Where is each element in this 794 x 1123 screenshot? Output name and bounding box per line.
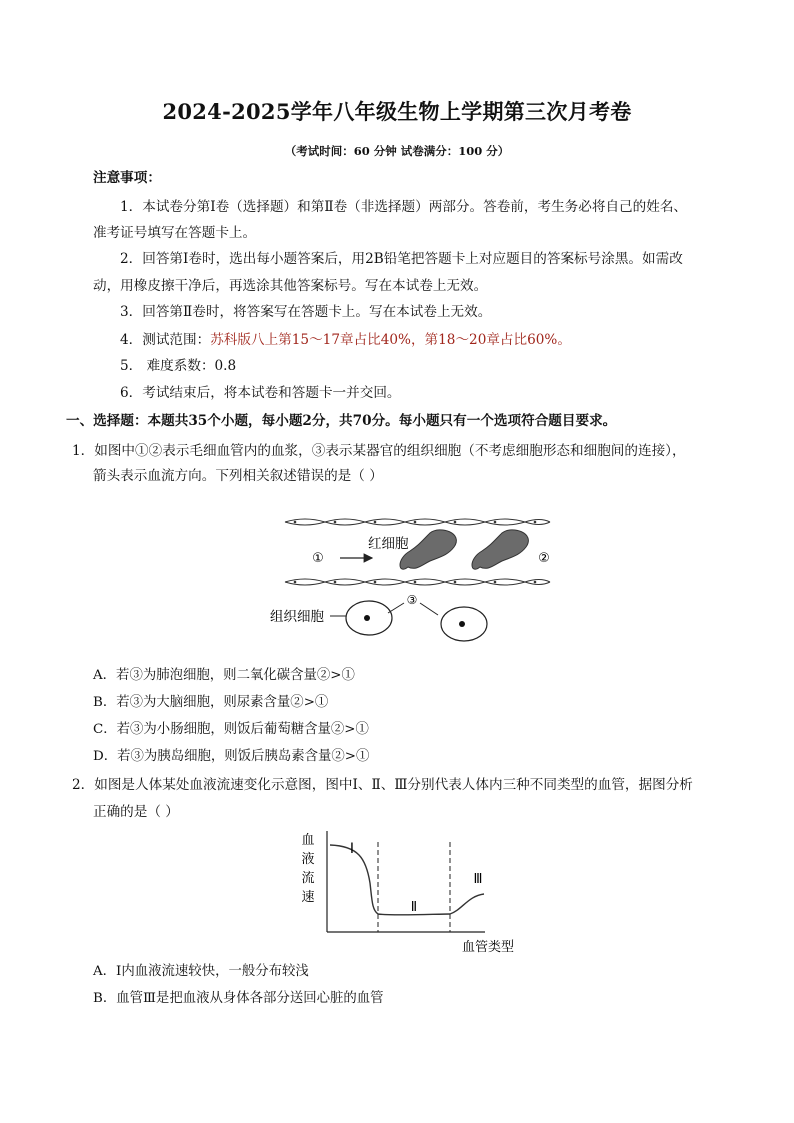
note-4	[120, 330, 571, 350]
q1-option-b: B．若③为大脑细胞，则尿素含量②>①	[93, 695, 329, 710]
label-3: ③	[406, 593, 418, 607]
ylabel-char-1: 血	[301, 833, 315, 848]
q1-option-d: D．若③为胰岛细胞，则饭后胰岛素含量②>①	[93, 749, 370, 764]
q2-stem-line-2: 正确的是（ ）	[93, 804, 179, 820]
note-2-line-1: 2．回答第Ⅰ卷时，选出每小题答案后，用2B铅笔把答题卡上对应题目的答案标号涂黑。如需改	[120, 251, 683, 267]
label-vessel-III: Ⅲ	[473, 872, 483, 887]
pointer-line-right	[420, 603, 438, 615]
section-1-heading: 一、选择题：本题共35个小题，每小题2分，共70分。每小题只有一个选项符合题目要求。	[66, 413, 617, 429]
capillary-diagram	[260, 505, 560, 650]
note-3: 3．回答第Ⅱ卷时，将答案写在答题卡上。写在本试卷上无效。	[120, 304, 492, 320]
q2-stem-line-1: 2．如图是人体某处血液流速变化示意图，图中Ⅰ、Ⅱ、Ⅲ分别代表人体内三种不同类型的血管，据图分析	[72, 777, 693, 793]
note-1-line-2: 准考证号填写在答题卡上。	[93, 225, 257, 241]
tissue-cell-2-nucleus	[459, 621, 465, 627]
note-4-range: 苏科版八上第15～17章占比40%，第18～20章占比60%。	[210, 332, 571, 348]
rbc-label: 红细胞	[368, 536, 409, 552]
exam-title: 2024-2025学年八年级生物上学期第三次月考卷	[162, 99, 632, 124]
tissue-cell-label: 组织细胞	[270, 609, 324, 625]
label-vessel-I: Ⅰ	[349, 841, 355, 857]
red-blood-cell-2	[472, 530, 528, 569]
exam-subtitle: （考试时间：60 分钟 试卷满分：100 分）	[284, 144, 510, 158]
q1-stem-line-1: 1．如图中①②表示毛细血管内的血浆，③表示某器官的组织细胞（不考虑细胞形态和细胞间的连接），	[72, 443, 686, 459]
label-vessel-II: Ⅱ	[410, 900, 418, 915]
tissue-cell-1-nucleus	[364, 615, 370, 621]
capillary-wall-bottom	[285, 579, 550, 585]
capillary-wall-top	[285, 519, 550, 525]
label-1: ①	[312, 551, 324, 566]
ylabel-char-4: 速	[301, 890, 315, 905]
q1-option-c: C．若③为小肠细胞，则饭后葡萄糖含量②>①	[93, 722, 369, 737]
note-4-prefix: 4．测试范围：	[120, 332, 211, 348]
ylabel-char-2: 液	[301, 852, 315, 867]
xlabel: 血管类型	[461, 940, 515, 955]
q1-stem-line-2: 箭头表示血流方向。下列相关叙述错误的是（ ）	[93, 468, 383, 484]
note-6: 6．考试结束后，将本试卷和答题卡一并交回。	[120, 385, 401, 401]
blood-flow-velocity-diagram	[290, 828, 530, 958]
q2-option-b: B．血管Ⅲ是把血液从身体各部分送回心脏的血管	[93, 991, 384, 1006]
note-1-line-1: 1．本试卷分第Ⅰ卷（选择题）和第Ⅱ卷（非选择题）两部分。答卷前，考生务必将自己的姓名、	[120, 199, 688, 215]
notes-heading: 注意事项：	[93, 170, 161, 186]
note-2-line-2: 动，用橡皮擦干净后，再选涂其他答案标号。写在本试卷上无效。	[93, 278, 488, 294]
label-2: ②	[538, 551, 550, 566]
q2-option-a: A．Ⅰ内血液流速较快，一般分布较浅	[93, 964, 309, 979]
note-5: 5． 难度系数：0.8	[120, 358, 237, 374]
ylabel-char-3: 流	[301, 871, 315, 886]
q1-option-a: A．若③为肺泡细胞，则二氧化碳含量②>①	[93, 668, 355, 683]
